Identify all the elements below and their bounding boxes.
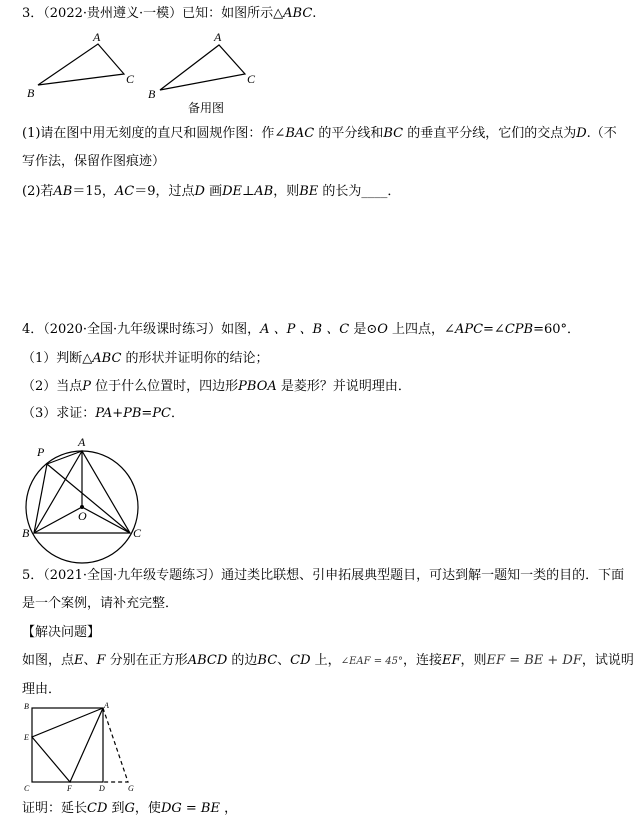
q3-label-c: C	[126, 72, 135, 86]
q4-sub3: （3）求证：PA+PB=PC．	[22, 406, 185, 421]
q5-label-e: E	[24, 733, 29, 742]
q5-dashed-ag	[103, 708, 128, 782]
q4-line-pa	[47, 451, 82, 464]
q4-label-a: A	[78, 435, 86, 449]
q5-square-figure	[0, 700, 200, 800]
q5-label-c: C	[24, 784, 30, 793]
q5-square	[32, 708, 103, 782]
q5-label-f: F	[67, 784, 72, 793]
q3-backup-label-a: A	[214, 30, 222, 44]
q4-sub1: （1）判断△ABC 的形状并证明你的结论；	[22, 351, 269, 366]
q5-label-a: A	[104, 701, 109, 710]
q5-label-d: D	[99, 784, 105, 793]
q5-label-b: B	[24, 702, 29, 711]
q3-triangle	[38, 44, 124, 85]
q3-backup-label-c: C	[247, 72, 256, 86]
q5-proof: 证明：延长CD 到G，使DG = BE ，	[22, 801, 238, 816]
q4-title: 4．（2020·全国·九年级课时练习）如图，A 、P 、B 、C 是⊙O 上四点，∠APC=∠CPB=60°．	[22, 322, 581, 337]
q3-backup-label-b: B	[148, 87, 156, 101]
q5-line2: 是一个案例，请补充完整．	[22, 596, 179, 611]
q5-heading: 【解决问题】	[22, 625, 101, 640]
q4-label-o: O	[78, 509, 87, 523]
q5-statement-line2: 理由．	[22, 682, 62, 697]
q4-sub2: （2）当点P 位于什么位置时，四边形PBOA 是菱形？并说明理由．	[22, 379, 411, 394]
q4-label-c: C	[133, 526, 142, 540]
q3-part2: (2)若AB＝15，AC＝9，过点D 画DE⊥AB，则BE 的长为____．	[22, 184, 401, 199]
q3-caption: 备用图	[188, 101, 225, 115]
q5-title: 5．（2021·全国·九年级专题练习）通过类比联想、引申拓展典型题目，可达到解一题知一类的目的．下面	[22, 568, 625, 583]
q3-triangle-figure	[0, 0, 640, 120]
q3-backup-triangle	[160, 45, 245, 90]
q4-label-b: B	[22, 526, 30, 540]
q5-triangle-aef	[32, 708, 103, 782]
q5-statement: 如图，点E、F 分别在正方形ABCD 的边BC、CD 上，∠EAF = 45°，连接EF，则EF = BE + DF，试说明	[22, 653, 634, 668]
q4-line-pc	[47, 464, 130, 533]
q3-label-b: B	[27, 86, 35, 100]
q3-title: 3．（2022·贵州遵义·一模）已知：如图所示△ABC.	[22, 6, 317, 21]
q3-label-a: A	[93, 30, 101, 44]
q3-part1-line2: 写作法，保留作图痕迹）	[22, 154, 166, 169]
q4-circle-figure	[0, 420, 200, 550]
q3-part1-line1: (1)请在图中用无刻度的直尺和圆规作图：作∠BAC 的平分线和BC 的垂直平分线，它们的交点为D.（不	[22, 126, 617, 141]
q5-label-g: G	[128, 784, 134, 793]
q4-label-p: P	[37, 445, 45, 459]
